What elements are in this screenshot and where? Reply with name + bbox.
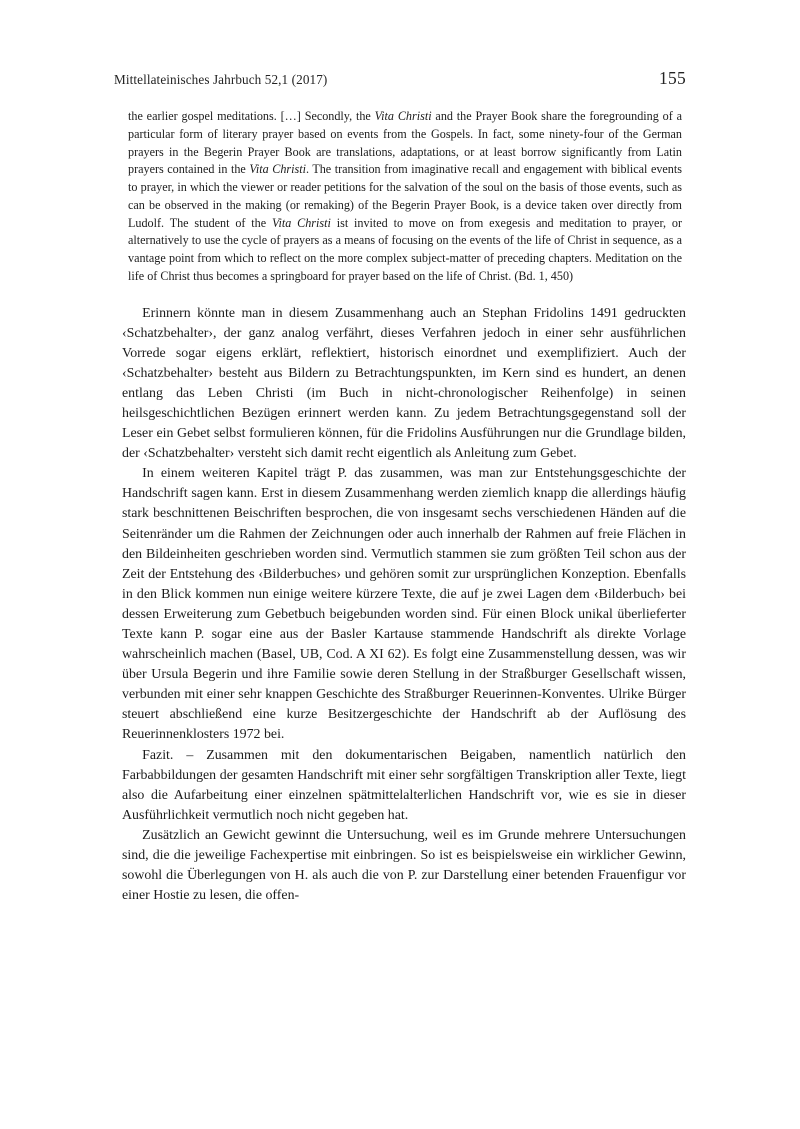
journal-title: Mittellateinisches Jahrbuch 52,1 (2017) [114,72,328,87]
page-number: 155 [659,68,686,88]
quote-body-spacer [122,286,686,304]
running-head [114,68,686,89]
body-paragraph-3: Fazit. – Zusammen mit den dokumentarischen Beigaben, namentlich natürlich den Farbabbildungen der gesamten Handschrift mit einer sehr sorgfältigen Transkription aller Texte, liegt also die Aufarbeitung einer einzelnen spätmittelalterlichen Handschrift vor, wie es sie in dieser Ausführlichkeit vermutlich noch nicht gegeben hat. [122,747,686,823]
quotation-paragraph: the earlier gospel meditations. […] Secondly, the Vita Christi and the Prayer Book share the foregrounding of a particular form of literary prayer based on events from the Gospels. In fact, some ninety-four of the German prayers in the Begerin Prayer Book are translations, adaptations, or at least borrow significantly from Latin prayers contained in the Vita Christi. The transition from imaginative recall and engagement with biblical events to prayer, in which the viewer or reader petitions for the salvation of the soul on the basis of those events, such as can be observed in the making (or remaking) of the Begerin Prayer Book, is a device taken over directly from Ludolf. The student of the Vita Christi ist invited to move on from exegesis and meditation to prayer, or alternatively to use the cycle of prayers as a means of focusing on the events of the life of Christ in sequence, as a vantage point from which to reflect on the more complex subject-matter of preceding chapters. Meditation on the life of Christ thus becomes a springboard for prayer based on the life of Christ. (Bd. 1, 450) [128,109,682,283]
body-paragraph-2: In einem weiteren Kapitel trägt P. das zusammen, was man zur Entstehungsgeschichte der Handschrift sagen kann. Erst in diesem Zusammenhang werden ziemlich knapp die allerdings häufig stark beschnittenen Beischriften besprochen, die von insgesamt sechs verschiedenen Händen auf die Seitenränder um die Rahmen der Zeichnungen oder auch innerhalb der Rahmen auf freie Flächen in den Bildeinheiten geschrieben worden sind. Vermutlich stammen sie zum größten Teil schon aus der Zeit der Entstehung des ‹Bilderbuches› und gehören somit zur ursprünglichen Konzeption. Ebenfalls in den Blick kommen nun einige weitere kürzere Texte, die auf je zwei Lagen dem ‹Bilderbuch› bei dessen Erweiterung zum Gebetbuch beigebunden worden sind. Für einen Block unikal überlieferter Texte kann P. sogar eine aus der Basler Kartause stammende Handschrift als direkte Vorlage wahrscheinlich machen (Basel, UB, Cod. A XI 62). Es folgt eine Zusammenstellung dessen, was wir über Ursula Begerin und ihre Familie sowie deren Stellung in der Straßburger Gesellschaft wissen, verbunden mit einer sehr knappen Geschichte des Straßburger Reuerinnen-Konventes. Ulrike Bürger steuert abschließend eine kurze Besitzergeschichte der Handschrift ab der Auflösung des Reuerinnenklosters 1972 bei. [122,466,686,743]
block-quotation [122,108,686,286]
body-paragraph-4: Zusätzlich an Gewicht gewinnt die Untersuchung, weil es im Grunde mehrere Untersuchungen sind, die die jeweilige Fachexpertise mit einbringen. So ist es beispielsweise ein wirklicher Gewinn, sowohl die Überlegungen von H. als auch die von P. zur Darstellung einer betenden Frauenfigur vor einer Hostie zu lesen, die offen- [122,827,686,904]
body-text [122,304,686,907]
text-column [122,108,686,906]
body-paragraph-1: Erinnern könnte man in diesem Zusammenhang auch an Stephan Fridolins 1491 gedruckten ‹Schatzbehalter›, der ganz analog verfährt, dieses Verfahren jedoch in einer sehr ausführlichen Vorrede sogar eigens erklärt, reflektiert, historisch einordnet und exemplifiziert. Auch der ‹Schatzbehalter› besteht aus Bildern zu Betrachtungspunkten, im Kern sind es hundert, an denen entlang das Leben Christi (im Buch in nicht-chronologischer Reihenfolge) in seinen heilsgeschichtlichen Bezügen erinnert werden kann. Zu jedem Betrachtungsgegenstand soll der Leser ein Gebet selbst formulieren können, für die Fridolins Ausführungen nur die Grundlage bilden, der ‹Schatzbehalter› versteht sich damit recht eigentlich als Anleitung zum Gebet. [122,305,686,462]
